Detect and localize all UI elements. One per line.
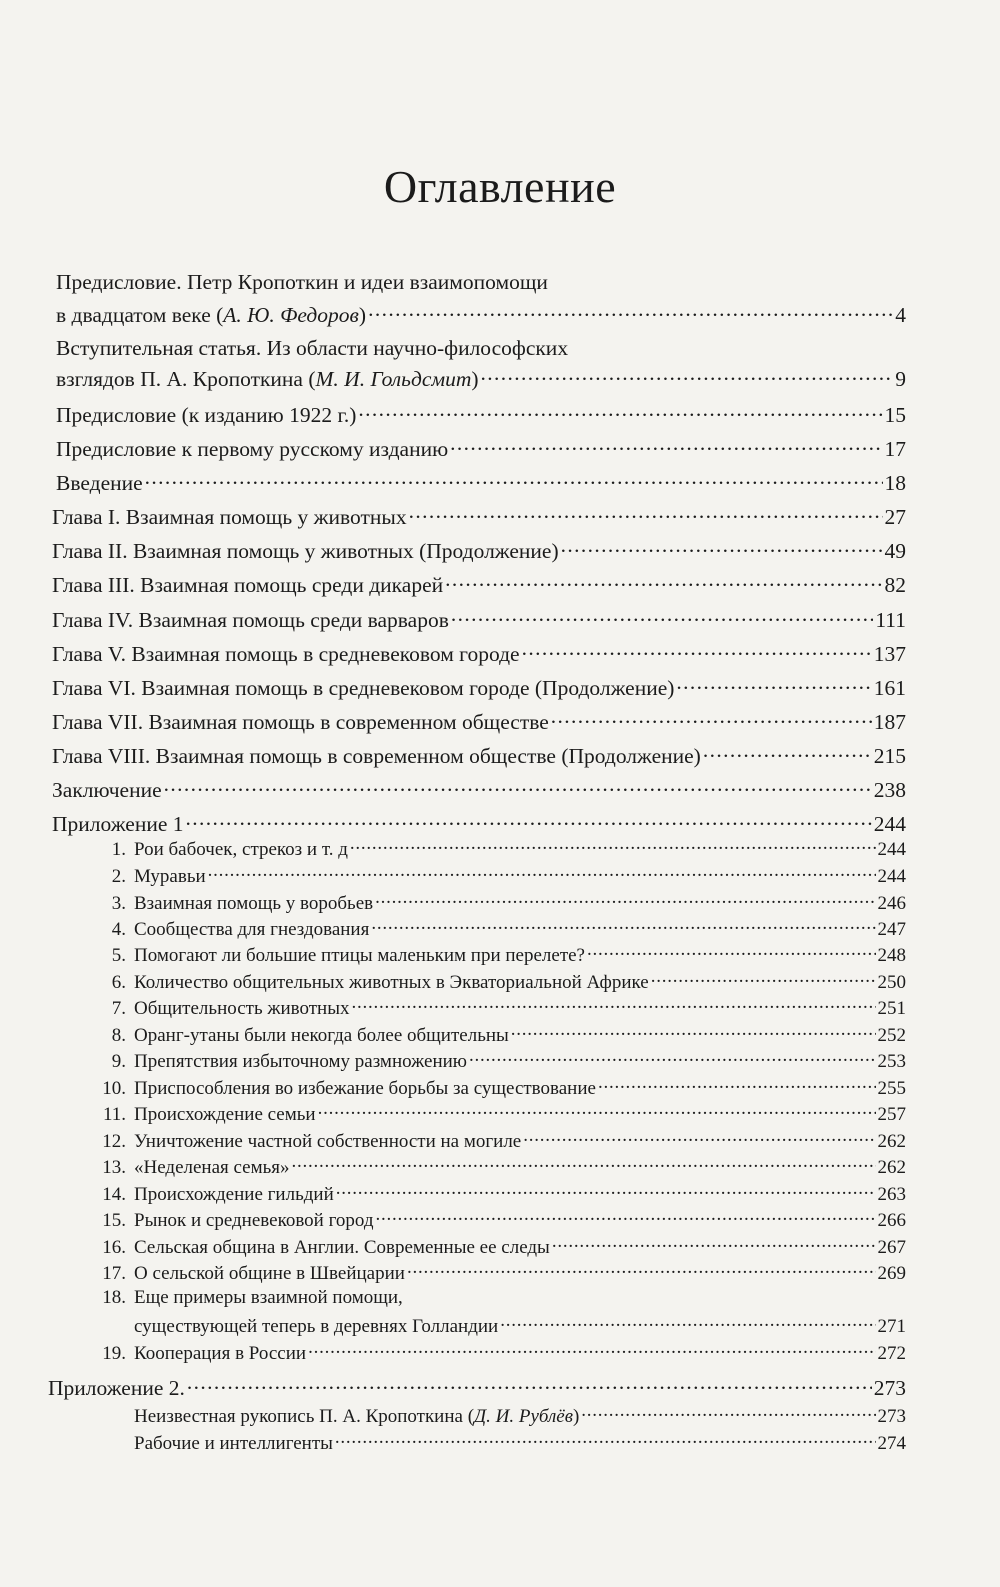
item-number: 1. [111, 839, 126, 860]
leader-dots [500, 1313, 875, 1332]
page-number: 251 [877, 998, 906, 1019]
entry-text: взглядов П. А. Кропоткина ( [56, 366, 316, 391]
leader-dots [368, 300, 893, 322]
toc-entry-chapter-5[interactable] [52, 639, 906, 667]
entry-text: Оранг-утаны были некогда более общительны [134, 1025, 509, 1046]
item-number: 9. [111, 1051, 126, 1072]
entry-text: Приспособления во избежание борьбы за существование [134, 1078, 596, 1099]
entry-text: Глава V. Взаимная помощь в средневековом городе [52, 641, 520, 666]
page-number: 267 [877, 1237, 906, 1258]
leader-dots [376, 1207, 876, 1226]
toc-entry-preface-fedorov-line1: Предисловие. Петр Кропоткин и идеи взаимопомощи [56, 270, 548, 294]
toc-entry-preface-1922[interactable] [56, 400, 906, 428]
page-number: 17 [884, 436, 906, 461]
toc-subentry-18-line1 [89, 1287, 403, 1309]
page-number: 187 [873, 709, 906, 734]
leader-dots [358, 400, 882, 422]
toc-entry-appendix-1[interactable] [52, 809, 906, 837]
leader-dots [511, 1022, 876, 1041]
page-number: 111 [875, 607, 906, 632]
leader-dots [164, 775, 872, 797]
entry-text: О сельской общине в Швейцарии [134, 1263, 405, 1284]
page-number: 257 [877, 1104, 906, 1125]
entry-text: Происхождение гильдий [134, 1184, 334, 1205]
item-number: 5. [111, 945, 126, 966]
page-number: 15 [884, 402, 906, 427]
page-number: 238 [873, 777, 906, 802]
toc-subentry-18[interactable] [134, 1313, 906, 1338]
toc-subentry-13[interactable] [89, 1154, 906, 1179]
entry-text: Неизвестная рукопись П. А. Кропоткина ( [134, 1406, 475, 1427]
entry-text: Уничтожение частной собственности на могиле [134, 1131, 522, 1152]
toc-subentry-workers-intelligentsia[interactable] [134, 1430, 906, 1455]
page-number: 273 [877, 1406, 906, 1427]
leader-dots [703, 741, 872, 763]
leader-dots [308, 1340, 875, 1359]
leader-dots [335, 1430, 876, 1449]
entry-text: Предисловие (к изданию 1922 г.) [56, 402, 357, 427]
item-number: 15. [102, 1210, 126, 1231]
entry-text: Рабочие и интеллигенты [134, 1433, 333, 1454]
leader-dots [551, 707, 872, 729]
item-number: 7. [111, 998, 126, 1019]
leader-dots [145, 468, 883, 490]
toc-entry-intro-article-line1: Вступительная статья. Из области научно-философских [56, 336, 569, 360]
leader-dots [481, 364, 894, 386]
leader-dots [587, 942, 876, 961]
leader-dots [523, 1128, 875, 1147]
entry-text: Приложение 1 [52, 811, 184, 836]
toc-subentry-2[interactable] [100, 863, 906, 888]
toc-subentry-5[interactable] [100, 942, 906, 967]
entry-text: «Неделеная семья» [134, 1157, 290, 1178]
entry-text: Еще примеры взаимной помощи, [134, 1287, 403, 1308]
page-number: 137 [873, 641, 906, 666]
page-number: 273 [873, 1375, 906, 1400]
item-number: 8. [111, 1025, 126, 1046]
entry-text: Заключение [52, 777, 162, 802]
entry-text: Рои бабочек, стрекоз и т. д [134, 839, 348, 860]
item-number: 17. [102, 1263, 126, 1284]
toc-entry-chapter-7[interactable] [52, 707, 906, 735]
page-number: 246 [877, 893, 906, 914]
toc-subentry-8[interactable] [100, 1022, 906, 1047]
page-number: 247 [877, 919, 906, 940]
toc-entry-intro-article[interactable] [56, 364, 906, 392]
page-number: 215 [873, 743, 906, 768]
entry-text: Происхождение семьи [134, 1104, 316, 1125]
entry-text: Сообщества для гнездования [134, 919, 370, 940]
leader-dots [352, 995, 876, 1014]
leader-dots [581, 1403, 875, 1422]
toc-entry-chapter-8[interactable] [52, 741, 906, 769]
page-number: 161 [873, 675, 906, 700]
item-number: 12. [102, 1131, 126, 1152]
item-number: 2. [111, 866, 126, 887]
leader-dots [318, 1101, 876, 1120]
entry-text: ) [358, 302, 367, 327]
toc-entry-chapter-1[interactable] [52, 502, 906, 530]
page-number: 262 [877, 1131, 906, 1152]
toc-entry-conclusion[interactable] [52, 775, 906, 803]
entry-text: Взаимная помощь у воробьев [134, 893, 374, 914]
entry-text: Кооперация в России [134, 1343, 307, 1364]
item-number: 16. [102, 1237, 126, 1258]
page-number: 244 [873, 811, 906, 836]
page-number: 248 [877, 945, 906, 966]
page-number: 263 [877, 1184, 906, 1205]
page-number: 9 [895, 366, 906, 391]
entry-text: Рынок и средневековой город [134, 1210, 374, 1231]
entry-text: Глава VIII. Взаимная помощь в современном обществе (Продолжение) [52, 743, 701, 768]
item-number: 3. [111, 893, 126, 914]
page-number: 49 [884, 538, 906, 563]
leader-dots [522, 639, 872, 661]
page-number: 4 [895, 302, 906, 327]
leader-dots [187, 1373, 872, 1395]
leader-dots [375, 890, 875, 909]
leader-dots [336, 1181, 876, 1200]
page-number: 266 [877, 1210, 906, 1231]
entry-text: Количество общительных животных в Экваториальной Африке [134, 972, 649, 993]
item-number: 10. [102, 1078, 126, 1099]
toc-subentry-15[interactable] [89, 1207, 906, 1232]
item-number: 13. [102, 1157, 126, 1178]
entry-text: Помогают ли большие птицы маленьким при перелете? [134, 945, 585, 966]
entry-text: ) [471, 366, 479, 391]
entry-text: Сельская община в Англии. Современные ее следы [134, 1237, 550, 1258]
toc-subentry-10[interactable] [89, 1075, 906, 1100]
entry-text: в двадцатом веке ( [56, 302, 224, 327]
item-number: 4. [111, 919, 126, 940]
leader-dots [208, 863, 876, 882]
page-number: 27 [884, 504, 906, 529]
leader-dots [186, 809, 872, 831]
entry-text: Введение [56, 470, 143, 495]
leader-dots [469, 1048, 876, 1067]
toc-subentry-17[interactable] [89, 1260, 906, 1285]
toc-subentry-7[interactable] [100, 995, 906, 1020]
toc-subentry-6[interactable] [100, 969, 906, 994]
entry-text: Глава IV. Взаимная помощь среди варваров [52, 607, 449, 632]
leader-dots [552, 1234, 876, 1253]
page-number: 274 [877, 1433, 906, 1454]
item-number: 6. [111, 972, 126, 993]
entry-text: Глава I. Взаимная помощь у животных [52, 504, 407, 529]
toc-subentry-11[interactable] [89, 1101, 906, 1126]
toc-entry-preface-fedorov[interactable] [56, 300, 906, 328]
page-number: 269 [877, 1263, 906, 1284]
leader-dots [409, 502, 883, 524]
page-number: 244 [877, 866, 906, 887]
entry-text: Глава III. Взаимная помощь среди дикарей [52, 572, 444, 597]
toc-entry-introduction[interactable] [56, 468, 906, 496]
toc-subentry-9[interactable] [100, 1048, 906, 1073]
entry-text: Препятствия избыточному размножению [134, 1051, 467, 1072]
leader-dots [598, 1075, 876, 1094]
page-number: 250 [877, 972, 906, 993]
page-number: 262 [877, 1157, 906, 1178]
toc-entry-preface-russian[interactable] [56, 434, 906, 462]
page-number: 252 [877, 1025, 906, 1046]
item-number: 18. [102, 1287, 126, 1308]
leader-dots [292, 1154, 876, 1173]
leader-dots [450, 434, 882, 456]
entry-text: Приложение 2. [48, 1375, 185, 1400]
item-number: 11. [102, 1104, 126, 1125]
entry-text: Общительность животных [134, 998, 350, 1019]
item-number: 14. [102, 1184, 126, 1205]
toc-subentry-4[interactable] [100, 916, 906, 941]
entry-text: Глава II. Взаимная помощь у животных (Продолжение) [52, 538, 559, 563]
item-number: 19. [102, 1343, 126, 1364]
author-name: Д. И. Рублёв [474, 1406, 573, 1427]
leader-dots [371, 916, 875, 935]
page-title: Оглавление [383, 161, 617, 212]
toc-subentry-12[interactable] [89, 1128, 906, 1153]
author-name: А. Ю. Федоров [223, 302, 359, 327]
page-number: 255 [877, 1078, 906, 1099]
toc-subentry-1[interactable] [100, 836, 906, 861]
leader-dots [350, 836, 876, 855]
toc-subentry-19[interactable] [89, 1340, 906, 1365]
page-number: 244 [877, 839, 906, 860]
leader-dots [676, 673, 871, 695]
author-name: М. И. Гольдсмит [315, 366, 472, 391]
leader-dots [445, 570, 882, 592]
page-number: 253 [877, 1051, 906, 1072]
leader-dots [407, 1260, 876, 1279]
entry-text: Глава VI. Взаимная помощь в средневековом городе (Продолжение) [52, 675, 675, 700]
toc-entry-chapter-6[interactable] [52, 673, 906, 701]
entry-text: Предисловие к первому русскому изданию [56, 436, 449, 461]
toc-entry-chapter-2[interactable] [52, 536, 906, 564]
toc-subentry-16[interactable] [89, 1234, 906, 1259]
leader-dots [561, 536, 883, 558]
entry-text: Глава VII. Взаимная помощь в современном обществе [52, 709, 549, 734]
toc-subentry-unknown-manuscript[interactable] [134, 1403, 906, 1428]
toc-entry-chapter-4[interactable] [52, 605, 906, 633]
page-number: 18 [884, 470, 906, 495]
leader-dots [451, 605, 873, 627]
page-number: 272 [877, 1343, 906, 1364]
page-number: 82 [884, 572, 906, 597]
leader-dots [651, 969, 876, 988]
toc-entry-chapter-3[interactable] [52, 570, 906, 598]
toc-subentry-14[interactable] [89, 1181, 906, 1206]
entry-text: существующей теперь в деревнях Голландии [134, 1316, 499, 1337]
entry-text: ) [572, 1406, 580, 1427]
page-number: 271 [877, 1316, 906, 1337]
toc-subentry-3[interactable] [100, 890, 906, 915]
entry-text: Муравьи [134, 866, 206, 887]
toc-entry-appendix-2[interactable] [48, 1373, 906, 1401]
